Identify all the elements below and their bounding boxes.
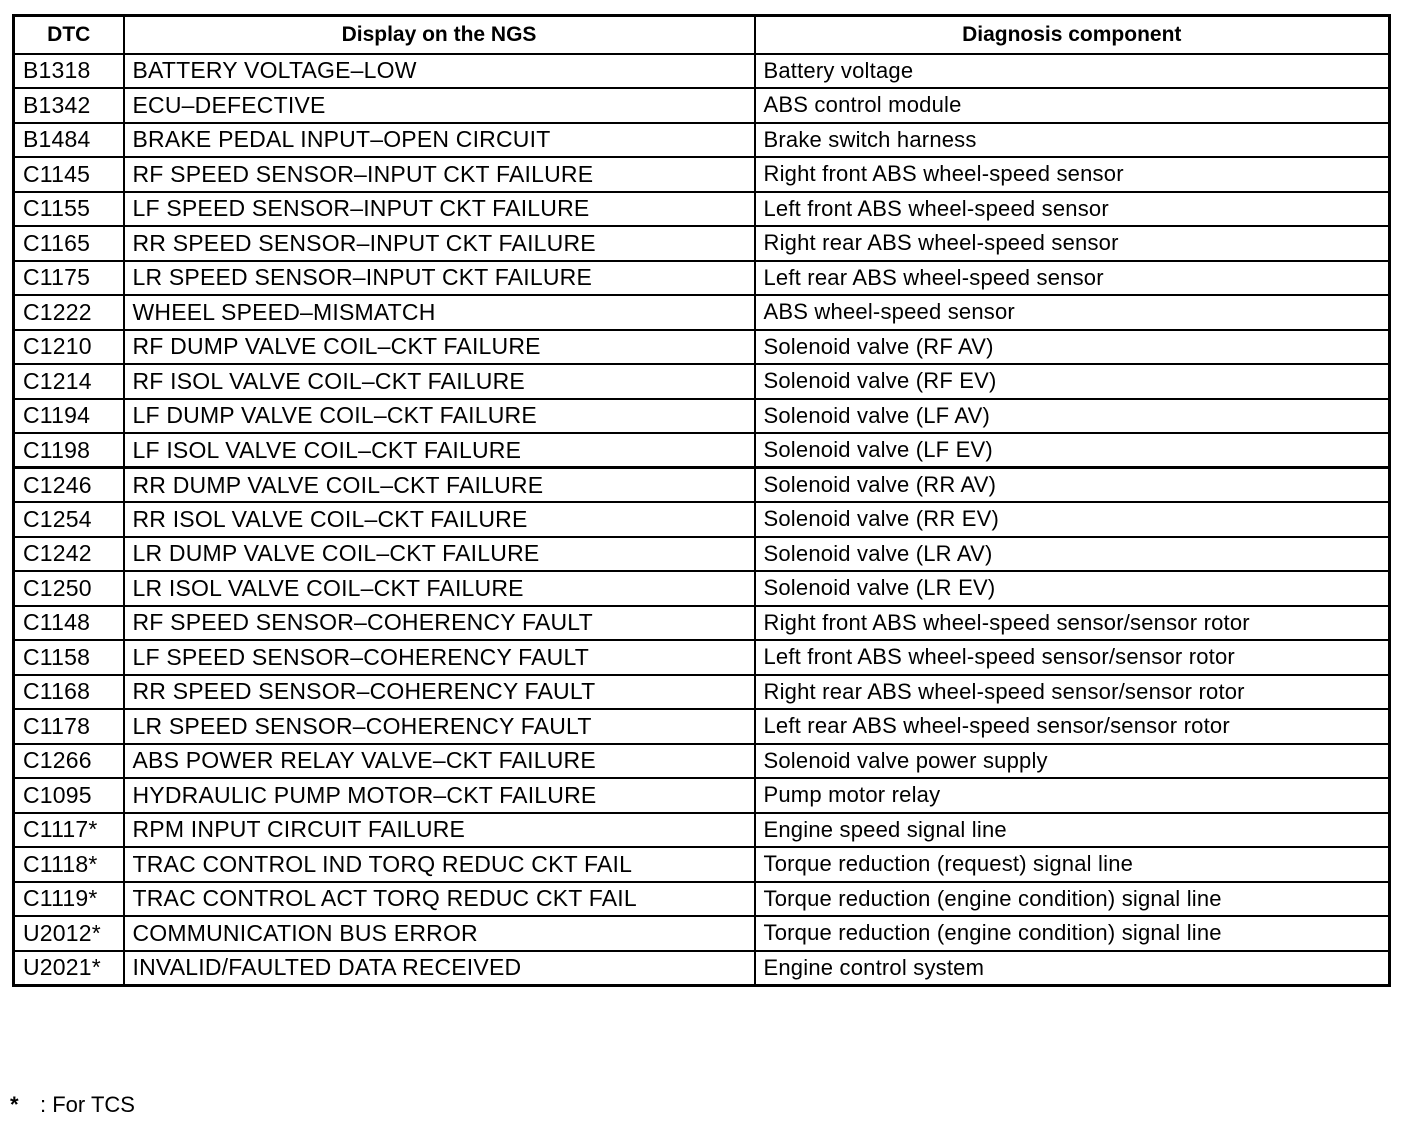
table-row bbox=[14, 399, 1390, 434]
diagnosis-component-cell: Solenoid valve (LF EV) bbox=[755, 433, 1390, 468]
diagnosis-component-cell: Left rear ABS wheel-speed sensor bbox=[755, 261, 1390, 296]
diagnosis-component-cell: Right front ABS wheel-speed sensor bbox=[755, 157, 1390, 192]
dtc-code-cell: C1118* bbox=[14, 847, 124, 882]
ngs-display-cell: INVALID/FAULTED DATA RECEIVED bbox=[124, 951, 755, 986]
footnote-asterisk: * bbox=[10, 1092, 19, 1117]
ngs-display-cell: RR ISOL VALVE COIL–CKT FAILURE bbox=[124, 502, 755, 537]
table-row bbox=[14, 571, 1390, 606]
dtc-code-cell: B1342 bbox=[14, 88, 124, 123]
diagnosis-component-cell: Right rear ABS wheel-speed sensor/sensor rotor bbox=[755, 675, 1390, 710]
dtc-code-cell: B1484 bbox=[14, 123, 124, 158]
table-header-row bbox=[14, 16, 1390, 54]
diagnosis-component-cell: Brake switch harness bbox=[755, 123, 1390, 158]
ngs-display-cell: RR DUMP VALVE COIL–CKT FAILURE bbox=[124, 468, 755, 503]
table-row bbox=[14, 882, 1390, 917]
diagnosis-component-cell: Torque reduction (engine condition) signal line bbox=[755, 882, 1390, 917]
footnote bbox=[10, 1092, 135, 1118]
ngs-display-cell: TRAC CONTROL ACT TORQ REDUC CKT FAIL bbox=[124, 882, 755, 917]
diagnosis-component-cell: Solenoid valve (LF AV) bbox=[755, 399, 1390, 434]
table-row bbox=[14, 847, 1390, 882]
dtc-code-cell: C1194 bbox=[14, 399, 124, 434]
ngs-display-cell: LR SPEED SENSOR–INPUT CKT FAILURE bbox=[124, 261, 755, 296]
ngs-display-cell: RF DUMP VALVE COIL–CKT FAILURE bbox=[124, 330, 755, 365]
ngs-display-cell: BRAKE PEDAL INPUT–OPEN CIRCUIT bbox=[124, 123, 755, 158]
table-row bbox=[14, 537, 1390, 572]
ngs-display-cell: LF SPEED SENSOR–INPUT CKT FAILURE bbox=[124, 192, 755, 227]
ngs-display-cell: HYDRAULIC PUMP MOTOR–CKT FAILURE bbox=[124, 778, 755, 813]
table-row bbox=[14, 192, 1390, 227]
table-row bbox=[14, 468, 1390, 503]
table-row bbox=[14, 226, 1390, 261]
table-row bbox=[14, 606, 1390, 641]
dtc-code-cell: C1148 bbox=[14, 606, 124, 641]
ngs-display-cell: RF SPEED SENSOR–INPUT CKT FAILURE bbox=[124, 157, 755, 192]
diagnosis-component-cell: Solenoid valve (RR AV) bbox=[755, 468, 1390, 503]
dtc-code-cell: C1266 bbox=[14, 744, 124, 779]
diagnosis-component-cell: Solenoid valve (LR EV) bbox=[755, 571, 1390, 606]
diagnosis-component-cell: Left rear ABS wheel-speed sensor/sensor rotor bbox=[755, 709, 1390, 744]
diagnosis-component-cell: Solenoid valve power supply bbox=[755, 744, 1390, 779]
diagnosis-component-cell: Battery voltage bbox=[755, 54, 1390, 89]
table-row bbox=[14, 813, 1390, 848]
table-row bbox=[14, 709, 1390, 744]
table-row bbox=[14, 364, 1390, 399]
table-row bbox=[14, 433, 1390, 468]
table-row bbox=[14, 157, 1390, 192]
diagnosis-component-cell: Torque reduction (request) signal line bbox=[755, 847, 1390, 882]
table-row bbox=[14, 951, 1390, 986]
ngs-display-cell: LF DUMP VALVE COIL–CKT FAILURE bbox=[124, 399, 755, 434]
ngs-display-cell: RPM INPUT CIRCUIT FAILURE bbox=[124, 813, 755, 848]
table-row bbox=[14, 744, 1390, 779]
dtc-table bbox=[12, 14, 1391, 987]
table-body bbox=[14, 54, 1390, 986]
table-row bbox=[14, 123, 1390, 158]
table-row bbox=[14, 675, 1390, 710]
table-row bbox=[14, 88, 1390, 123]
header-diagnosis-component: Diagnosis component bbox=[755, 16, 1390, 54]
table-row bbox=[14, 640, 1390, 675]
dtc-code-cell: C1178 bbox=[14, 709, 124, 744]
diagnosis-component-cell: Pump motor relay bbox=[755, 778, 1390, 813]
dtc-code-cell: C1254 bbox=[14, 502, 124, 537]
ngs-display-cell: BATTERY VOLTAGE–LOW bbox=[124, 54, 755, 89]
diagnosis-component-cell: Solenoid valve (RF EV) bbox=[755, 364, 1390, 399]
ngs-display-cell: WHEEL SPEED–MISMATCH bbox=[124, 295, 755, 330]
ngs-display-cell: RR SPEED SENSOR–COHERENCY FAULT bbox=[124, 675, 755, 710]
dtc-code-cell: C1155 bbox=[14, 192, 124, 227]
ngs-display-cell: LR DUMP VALVE COIL–CKT FAILURE bbox=[124, 537, 755, 572]
ngs-display-cell: LF SPEED SENSOR–COHERENCY FAULT bbox=[124, 640, 755, 675]
dtc-table-container bbox=[12, 14, 1388, 987]
dtc-code-cell: C1210 bbox=[14, 330, 124, 365]
ngs-display-cell: LR SPEED SENSOR–COHERENCY FAULT bbox=[124, 709, 755, 744]
footnote-text: : For TCS bbox=[40, 1092, 135, 1117]
dtc-code-cell: C1250 bbox=[14, 571, 124, 606]
diagnosis-component-cell: Right rear ABS wheel-speed sensor bbox=[755, 226, 1390, 261]
diagnosis-component-cell: ABS control module bbox=[755, 88, 1390, 123]
table-row bbox=[14, 295, 1390, 330]
ngs-display-cell: ABS POWER RELAY VALVE–CKT FAILURE bbox=[124, 744, 755, 779]
dtc-code-cell: C1222 bbox=[14, 295, 124, 330]
ngs-display-cell: LF ISOL VALVE COIL–CKT FAILURE bbox=[124, 433, 755, 468]
diagnosis-component-cell: Solenoid valve (LR AV) bbox=[755, 537, 1390, 572]
dtc-code-cell: C1214 bbox=[14, 364, 124, 399]
dtc-code-cell: C1242 bbox=[14, 537, 124, 572]
dtc-code-cell: C1158 bbox=[14, 640, 124, 675]
diagnosis-component-cell: Torque reduction (engine condition) signal line bbox=[755, 916, 1390, 951]
dtc-code-cell: U2012* bbox=[14, 916, 124, 951]
diagnosis-component-cell: Solenoid valve (RF AV) bbox=[755, 330, 1390, 365]
ngs-display-cell: LR ISOL VALVE COIL–CKT FAILURE bbox=[124, 571, 755, 606]
dtc-code-cell: U2021* bbox=[14, 951, 124, 986]
dtc-code-cell: C1117* bbox=[14, 813, 124, 848]
ngs-display-cell: RF SPEED SENSOR–COHERENCY FAULT bbox=[124, 606, 755, 641]
ngs-display-cell: RF ISOL VALVE COIL–CKT FAILURE bbox=[124, 364, 755, 399]
ngs-display-cell: TRAC CONTROL IND TORQ REDUC CKT FAIL bbox=[124, 847, 755, 882]
diagnosis-component-cell: Left front ABS wheel-speed sensor/sensor rotor bbox=[755, 640, 1390, 675]
diagnosis-component-cell: Engine control system bbox=[755, 951, 1390, 986]
diagnosis-component-cell: Solenoid valve (RR EV) bbox=[755, 502, 1390, 537]
diagnosis-component-cell: Right front ABS wheel-speed sensor/sensor rotor bbox=[755, 606, 1390, 641]
table-row bbox=[14, 54, 1390, 89]
table-row bbox=[14, 502, 1390, 537]
table-row bbox=[14, 330, 1390, 365]
table-row bbox=[14, 916, 1390, 951]
diagnosis-component-cell: ABS wheel-speed sensor bbox=[755, 295, 1390, 330]
dtc-code-cell: C1119* bbox=[14, 882, 124, 917]
dtc-code-cell: C1175 bbox=[14, 261, 124, 296]
dtc-code-cell: C1095 bbox=[14, 778, 124, 813]
dtc-code-cell: C1145 bbox=[14, 157, 124, 192]
ngs-display-cell: RR SPEED SENSOR–INPUT CKT FAILURE bbox=[124, 226, 755, 261]
dtc-code-cell: B1318 bbox=[14, 54, 124, 89]
diagnosis-component-cell: Left front ABS wheel-speed sensor bbox=[755, 192, 1390, 227]
diagnosis-component-cell: Engine speed signal line bbox=[755, 813, 1390, 848]
dtc-code-cell: C1246 bbox=[14, 468, 124, 503]
header-dtc: DTC bbox=[14, 16, 124, 54]
dtc-code-cell: C1165 bbox=[14, 226, 124, 261]
table-row bbox=[14, 778, 1390, 813]
dtc-code-cell: C1198 bbox=[14, 433, 124, 468]
ngs-display-cell: ECU–DEFECTIVE bbox=[124, 88, 755, 123]
table-row bbox=[14, 261, 1390, 296]
ngs-display-cell: COMMUNICATION BUS ERROR bbox=[124, 916, 755, 951]
header-display-on-ngs: Display on the NGS bbox=[124, 16, 755, 54]
dtc-code-cell: C1168 bbox=[14, 675, 124, 710]
